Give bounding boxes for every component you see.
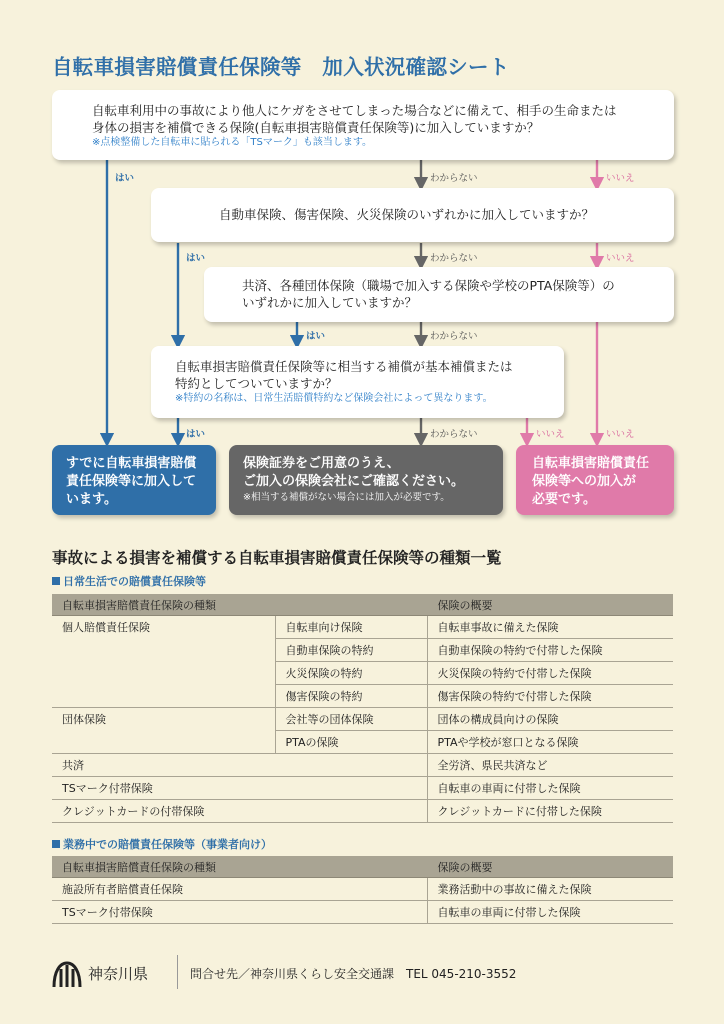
- cell-subtype: 会社等の団体保険: [275, 708, 427, 731]
- cell-subtype: 自動車保険の特約: [275, 639, 427, 662]
- q1-note: ※点検整備した自転車に貼られる「TSマーク」も該当します。: [92, 137, 373, 148]
- result-enrolled-line1: すでに自転車損害賠償: [66, 456, 197, 471]
- cell-type: [52, 685, 275, 708]
- table-row: [52, 777, 673, 800]
- cell-summary: 自転車の車両に付帯した保険: [427, 901, 673, 924]
- section2-header-row: [52, 856, 673, 878]
- table-row: [52, 639, 673, 662]
- section1-heading: [52, 573, 206, 589]
- result-check-note: ※相当する補償がない場合には加入が必要です。: [243, 492, 450, 503]
- list-title: 事故による損害を補償する自転車損害賠償責任保険等の種類一覧: [52, 549, 502, 567]
- result-required-line3: 必要です。: [532, 492, 596, 507]
- q4-line1: 自転車損害賠償責任保険等に相当する補償が基本補償または: [175, 359, 513, 374]
- cell-summary: 傷害保険の特約で付帯した保険: [427, 685, 673, 708]
- label-q3-no: いいえ: [606, 429, 635, 440]
- result-check-line1: 保険証券をご用意のうえ、: [243, 456, 400, 471]
- cell-subtype: PTAの保険: [275, 731, 427, 754]
- cell-summary: 団体の構成員向けの保険: [427, 708, 673, 731]
- cell-subtype: 傷害保険の特約: [275, 685, 427, 708]
- table-row: [52, 685, 673, 708]
- cell-type: 共済: [52, 754, 427, 777]
- label-q4-no: いいえ: [536, 429, 565, 440]
- section2-heading: [52, 836, 272, 852]
- question-3: [204, 267, 674, 322]
- q2-line1: 自動車保険、傷害保険、火災保険のいずれかに加入していますか？: [219, 207, 595, 222]
- table-row: [52, 754, 673, 777]
- result-required: [516, 445, 674, 515]
- cell-summary: 自転車事故に備えた保険: [427, 616, 673, 639]
- page-title: 自転車損害賠償責任保険等 加入状況確認シート: [52, 55, 510, 79]
- result-enrolled-line2: 責任保険等に加入して: [66, 474, 197, 489]
- cell-summary: 自動車保険の特約で付帯した保険: [427, 639, 673, 662]
- cell-summary: 業務活動中の事故に備えた保険: [427, 878, 673, 901]
- result-required-line2: 保険等への加入が: [532, 474, 637, 489]
- label-q2-unknown: わからない: [430, 253, 478, 264]
- result-required-line1: 自転車損害賠償責任: [532, 456, 650, 471]
- cell-type: 施設所有者賠償責任保険: [52, 878, 427, 901]
- table-row: [52, 731, 673, 754]
- cell-type: 団体保険: [62, 713, 106, 727]
- section2-header-summary: 保険の概要: [427, 856, 673, 878]
- table-row: [52, 800, 673, 823]
- label-q4-yes: はい: [186, 429, 206, 440]
- cell-summary: クレジットカードに付帯した保険: [427, 800, 673, 823]
- label-q1-no: いいえ: [606, 173, 635, 184]
- table-row: [52, 878, 673, 901]
- result-check-line2: ご加入の保険会社にご確認ください。: [243, 474, 465, 489]
- section2-heading-text: 業務中での賠償責任保険等（事業者向け）: [63, 838, 272, 851]
- cell-summary: PTAや学校が窓口となる保険: [427, 731, 673, 754]
- cell-summary: 自転車の車両に付帯した保険: [427, 777, 673, 800]
- cell-type: TSマーク付帯保険: [52, 777, 427, 800]
- section1-table: [52, 594, 673, 823]
- cell-type: [52, 662, 275, 685]
- q3-line2: いずれかに加入していますか？: [242, 295, 418, 310]
- footer-contact: 問合せ先／神奈川県くらし安全交通課 TEL 045-210-3552: [190, 967, 517, 981]
- label-q4-unknown: わからない: [430, 429, 478, 440]
- cell-type: 個人賠償責任保険: [62, 621, 150, 635]
- label-q2-no: いいえ: [606, 253, 635, 264]
- q4-line2: 特約としてついていますか？: [175, 376, 338, 391]
- section1-header-row: [52, 594, 673, 616]
- question-2: [151, 188, 674, 242]
- footer-divider: [177, 955, 178, 989]
- cell-type: [52, 639, 275, 662]
- result-enrolled-line3: います。: [66, 492, 117, 507]
- cell-type: TSマーク付帯保険: [52, 901, 427, 924]
- footer-org: 神奈川県: [88, 965, 149, 983]
- q1-line2: 身体の損害を補償できる保険(自転車損害賠償責任保険等)に加入していますか？: [92, 120, 540, 135]
- table-row: [52, 708, 673, 731]
- q4-note: ※特約の名称は、日常生活賠償特約など保険会社によって異なります。: [175, 393, 493, 404]
- label-q1-yes: はい: [115, 173, 135, 184]
- q3-line1: 共済、各種団体保険（職場で加入する保険や学校のPTA保険等）の: [242, 278, 615, 293]
- label-q2-yes: はい: [186, 253, 206, 264]
- table-row: [52, 616, 673, 639]
- result-check: [229, 445, 503, 515]
- cell-summary: 火災保険の特約で付帯した保険: [427, 662, 673, 685]
- table-row: [52, 662, 673, 685]
- section1-header-type: 自転車損害賠償責任保険の種類: [52, 594, 427, 616]
- section2-header-type: 自転車損害賠償責任保険の種類: [52, 856, 427, 878]
- label-q3-yes: はい: [306, 331, 326, 342]
- result-enrolled: [52, 445, 216, 515]
- section2-table: [52, 856, 673, 924]
- table-row: [52, 901, 673, 924]
- section1-heading-text: 日常生活での賠償責任保険等: [63, 575, 206, 588]
- label-q1-unknown: わからない: [430, 173, 478, 184]
- question-4: [151, 346, 564, 418]
- q1-line1: 自転車利用中の事故により他人にケガをさせてしまった場合などに備えて、相手の生命または: [92, 103, 617, 118]
- label-q3-unknown: わからない: [430, 331, 478, 342]
- square-bullet-icon: [52, 577, 60, 585]
- cell-type: クレジットカードの付帯保険: [52, 800, 427, 823]
- cell-type: [52, 731, 275, 754]
- cell-subtype: 火災保険の特約: [275, 662, 427, 685]
- kanagawa-emblem-icon: [50, 959, 84, 989]
- section1-header-summary: 保険の概要: [427, 594, 673, 616]
- cell-subtype: 自転車向け保険: [275, 616, 427, 639]
- square-bullet-icon: [52, 840, 60, 848]
- question-1: [52, 90, 674, 160]
- cell-summary: 全労済、県民共済など: [427, 754, 673, 777]
